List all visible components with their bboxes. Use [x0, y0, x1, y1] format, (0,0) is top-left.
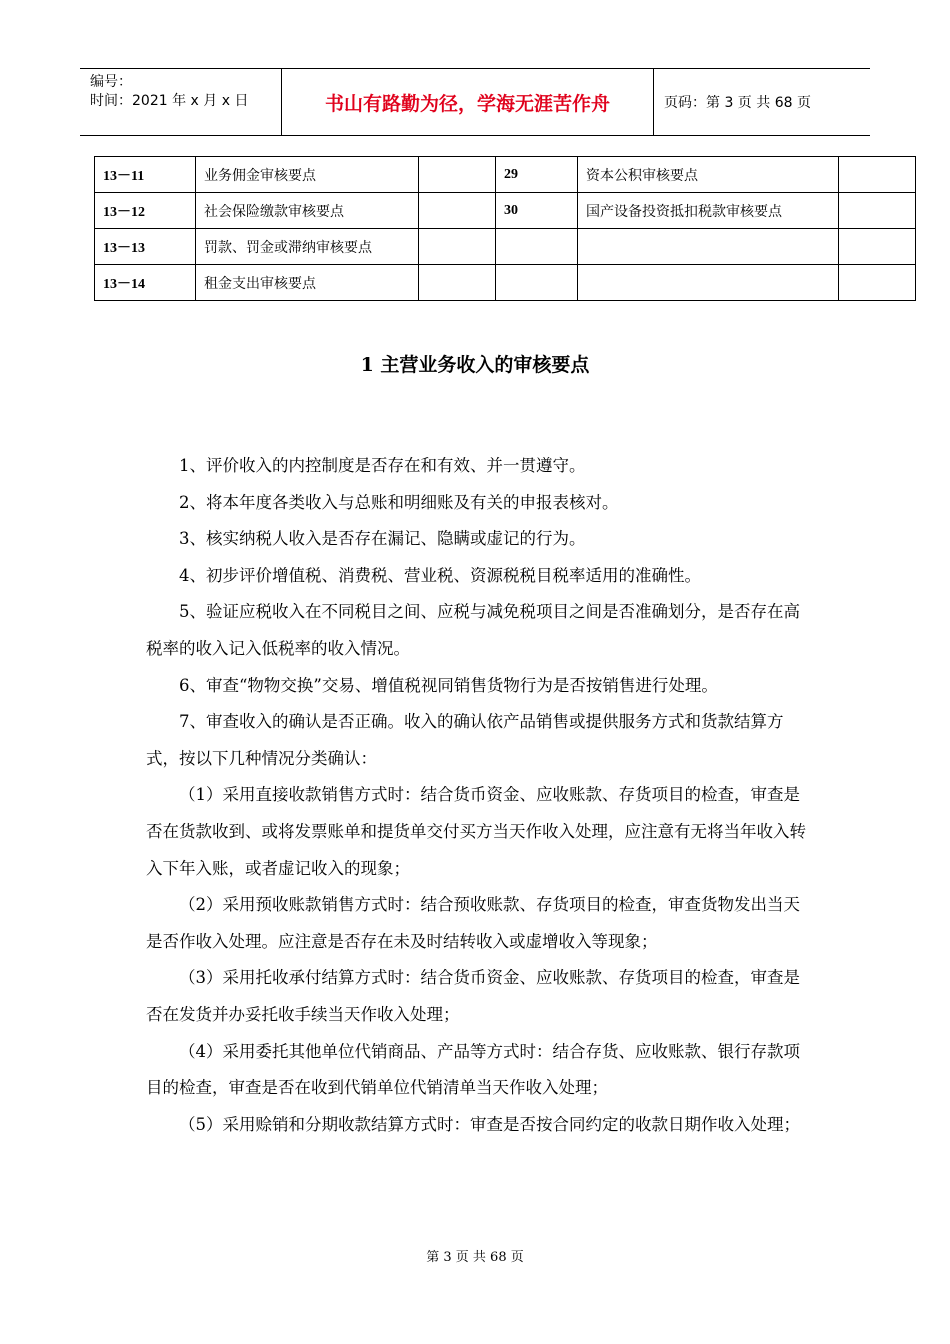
paragraph: 2、将本年度各类收入与总账和明细账及有关的申报表核对。 [179, 492, 619, 512]
table-cell: 13－12 [95, 193, 196, 229]
paragraph: （4）采用委托其他单位代销商品、产品等方式时：结合存货、应收账款、银行存款项目的检查，审查是否在收到代销单位代销清单当天作收入处理； [146, 1041, 800, 1098]
document-number-label: 编号： [90, 74, 132, 90]
paragraph: 6、审查“物物交换”交易、增值税视同销售货物行为是否按销售进行处理。 [179, 675, 718, 695]
table-cell: 罚款、罚金或滞纳审核要点 [196, 229, 419, 265]
page-header [80, 68, 870, 136]
paragraph: 7、审查收入的确认是否正确。收入的确认依产品销售或提供服务方式和货款结算方式，按以下几种情况分类确认： [146, 712, 784, 768]
table-cell: 国产设备投资抵扣税款审核要点 [578, 193, 839, 229]
header-page-info: 页码：第 3 页 共 68 页 [664, 95, 811, 111]
header-meta [80, 69, 282, 135]
table-row [95, 157, 916, 193]
paragraph: （5）采用赊销和分期收款结算方式时：审查是否按合同约定的收款日期作收入处理； [179, 1114, 800, 1134]
table-cell: 13－11 [95, 157, 196, 193]
paragraph: 4、初步评价增值税、消费税、营业税、资源税税目税率适用的准确性。 [179, 565, 701, 585]
table-cell [419, 229, 496, 265]
header-motto: 书山有路勤为径，学海无涯苦作舟 [282, 69, 654, 135]
table-cell [839, 265, 916, 301]
table-cell: 资本公积审核要点 [578, 157, 839, 193]
table-row [95, 265, 916, 301]
paragraph: （3）采用托收承付结算方式时：结合货币资金、应收账款、存货项目的检查，审查是否在发货并办妥托收手续当天作收入处理； [146, 968, 800, 1024]
paragraph: 5、验证应税收入在不同税目之间、应税与减免税项目之间是否准确划分，是否存在高税率的收入记入低税率的收入情况。 [146, 602, 800, 658]
table-cell [839, 193, 916, 229]
table-cell: 租金支出审核要点 [196, 265, 419, 301]
table-cell [839, 157, 916, 193]
table-cell [419, 193, 496, 229]
table-cell: 13－14 [95, 265, 196, 301]
table-cell: 29 [496, 157, 578, 193]
document-date: 时间：2021 年 x 月 x 日 [90, 93, 249, 109]
section-title: 1 主营业务收入的审核要点 [360, 354, 590, 376]
paragraph: （2）采用预收账款销售方式时：结合预收账款、存货项目的检查，审查货物发出当天是否作收入处理。应注意是否存在未及时结转收入或虚增收入等现象； [146, 895, 800, 951]
contents-table [94, 156, 916, 301]
table-cell [839, 229, 916, 265]
paragraph: 1、评价收入的内控制度是否存在和有效、并一贯遵守。 [179, 456, 586, 475]
table-row [95, 193, 916, 229]
table-cell: 社会保险缴款审核要点 [196, 193, 419, 229]
table-cell: 业务佣金审核要点 [196, 157, 419, 193]
table-cell: 30 [496, 193, 578, 229]
paragraph: （1）采用直接收款销售方式时：结合货币资金、应收账款、存货项目的检查，审查是否在货款收到、或将发票账单和提货单交付买方当天作收入处理，应注意有无将当年收入转入下年入账，或者虚记收入的现象； [146, 785, 806, 878]
table-row [95, 229, 916, 265]
body-text [146, 448, 814, 1143]
table-cell [578, 265, 839, 301]
table-cell [496, 265, 578, 301]
table-cell [578, 229, 839, 265]
table-cell: 13－13 [95, 229, 196, 265]
paragraph: 3、核实纳税人收入是否存在漏记、隐瞒或虚记的行为。 [179, 529, 586, 549]
table-cell [419, 157, 496, 193]
table-cell [496, 229, 578, 265]
table-cell [419, 265, 496, 301]
page-footer: 第 3 页 共 68 页 [426, 1250, 524, 1265]
